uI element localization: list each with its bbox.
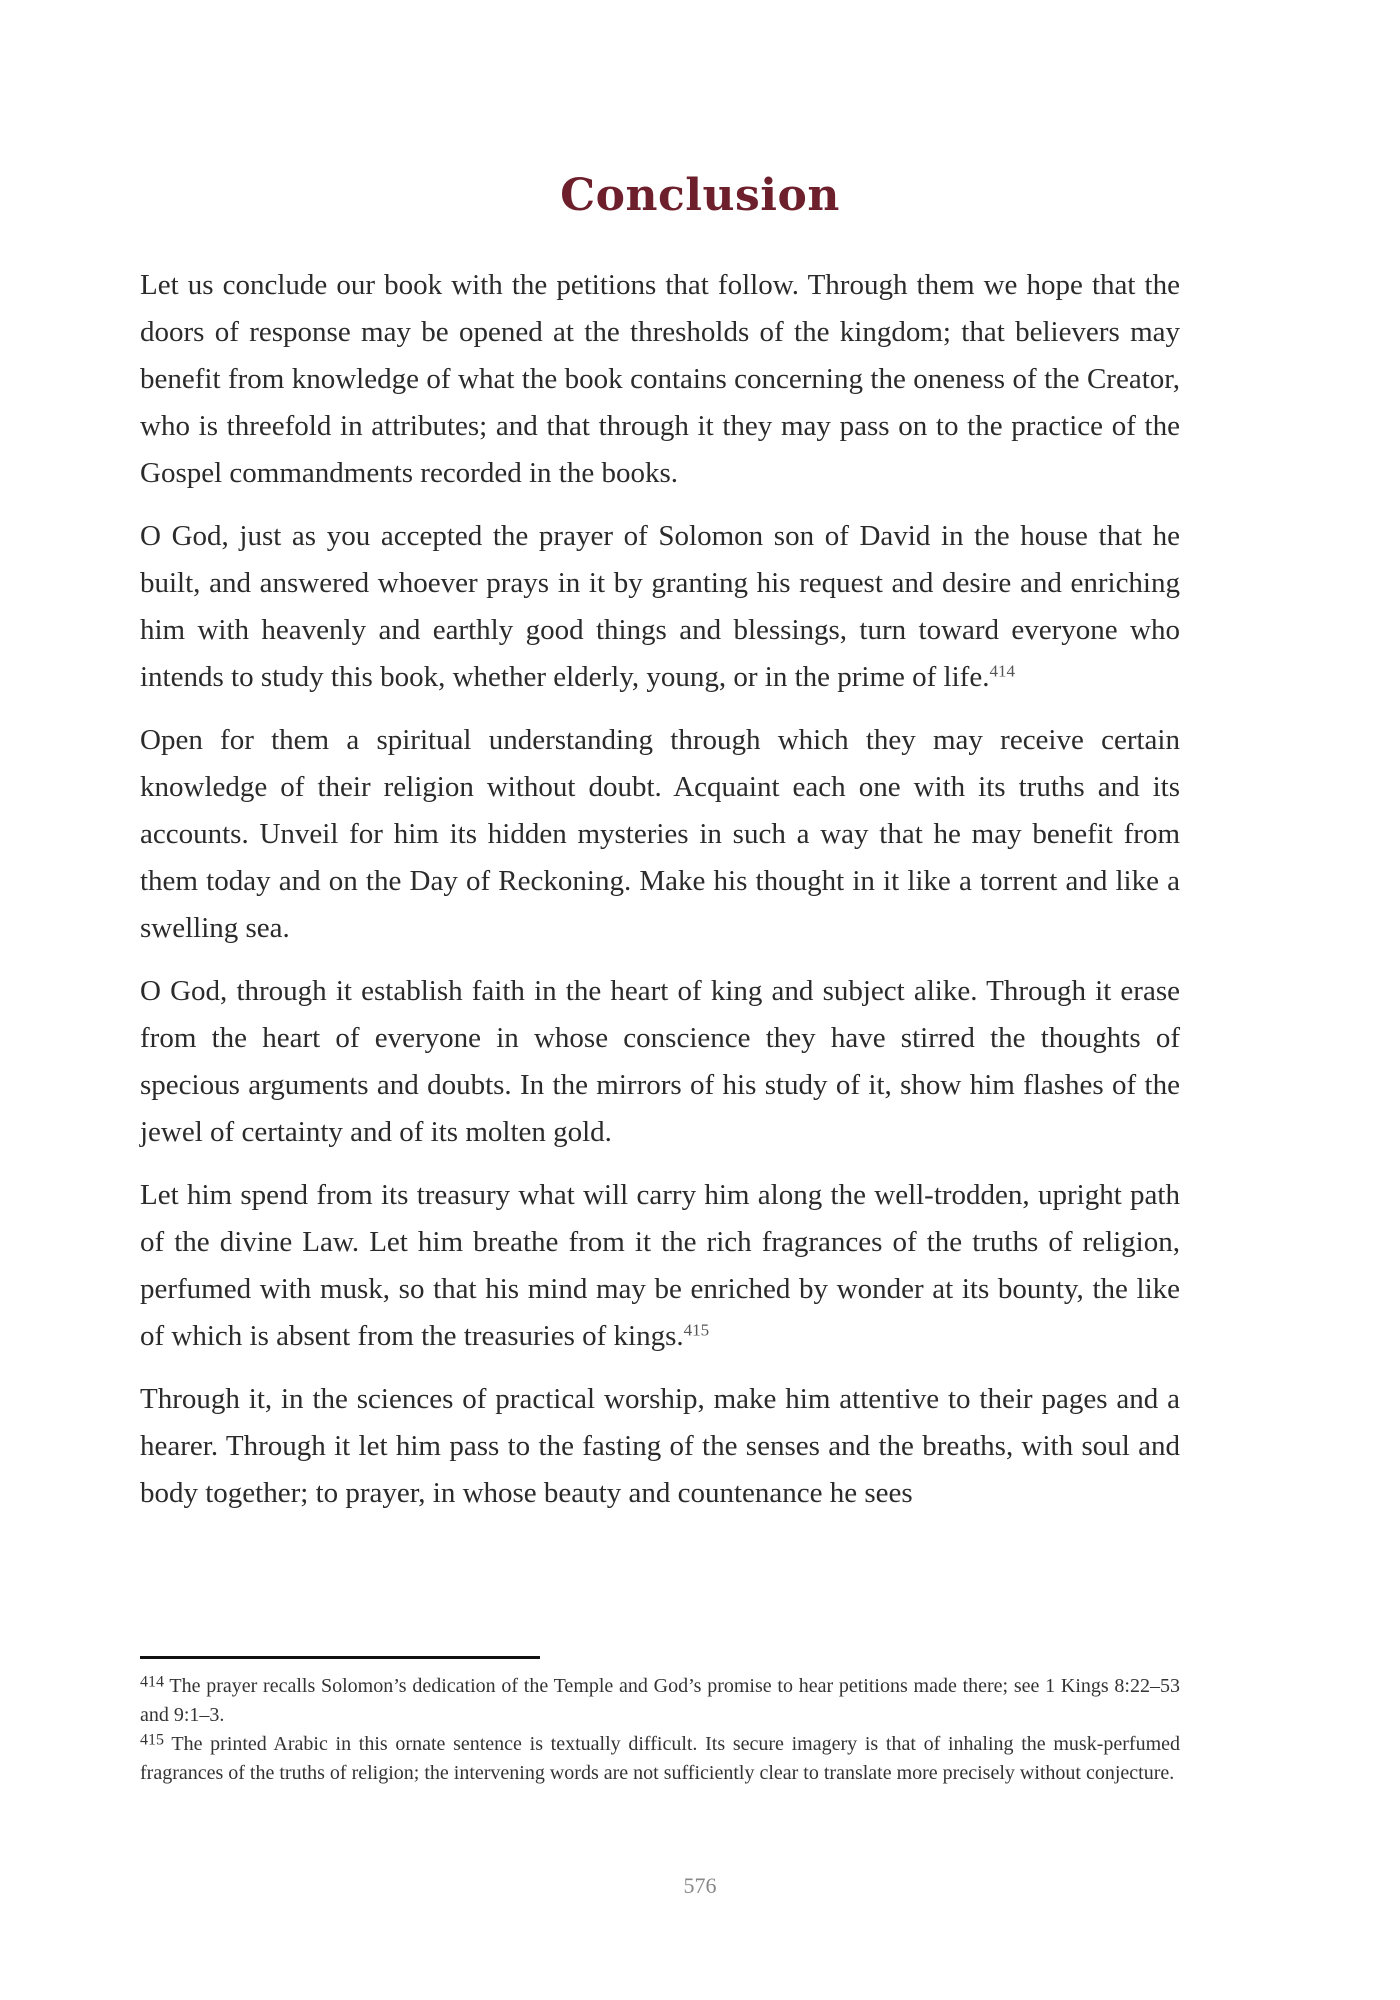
paragraph-text: Let him spend from its treasury what will carry him along the well-trodden, upright path of the divine Law. Let him breathe from it the rich fragrances of the truths of religion, perfumed with musk, so that his mind may be enriched by wonder at its bounty, the like of which is absent from the treasuries of kings. [140, 1179, 1180, 1352]
paragraph [140, 1376, 1180, 1517]
paragraph [140, 1172, 1180, 1360]
paragraph [140, 262, 1180, 497]
footnote-reference[interactable]: 415 [683, 1320, 710, 1340]
page-number: 576 [683, 1873, 717, 1898]
footnote-reference[interactable]: 414 [989, 661, 1015, 681]
paragraph-text: Through it, in the sciences of practical worship, make him attentive to their pages and a hearer. Through it let him pass to the fasting of the senses and the breaths, with soul and body together; to prayer, in whose beauty and countenance he sees [140, 1383, 1180, 1509]
paragraph [140, 717, 1180, 952]
footnote [140, 1672, 1180, 1730]
footnote-text: The prayer recalls Solomon’s dedication of the Temple and God’s promise to hear petitions made there; see 1 Kings 8:22–53 and 9:1–3. [140, 1675, 1180, 1726]
footnote [140, 1730, 1180, 1788]
paragraph [140, 513, 1180, 701]
paragraph [140, 968, 1180, 1156]
paragraph-text: Open for them a spiritual understanding through which they may receive certain knowledge of their religion without doubt. Acquaint each one with its truths and its accounts. Unveil for him its hidden mysteries in such a way that he may benefit from them today and on the Day of Reckoning. Make his thought in it like a torrent and like a swelling sea. [140, 724, 1180, 944]
footnote-number: 414 [140, 1673, 164, 1691]
body-text [140, 262, 1180, 1533]
paragraph-text: O God, just as you accepted the prayer of Solomon son of David in the house that he built, and answered whoever prays in it by granting his request and desire and enriching him with heavenly and earthly good things and blessings, turn toward everyone who intends to study this book, whether elderly, young, or in the prime of life. [140, 520, 1180, 693]
footnote-text: The printed Arabic in this ornate sentence is textually difficult. Its secure imagery is that of inhaling the musk-perfumed fragrances of the truths of religion; the intervening words are not sufficiently clear to translate more precisely without conjecture. [140, 1733, 1181, 1784]
footnotes [140, 1672, 1180, 1788]
chapter-title: Conclusion [560, 170, 840, 221]
paragraph-text: Let us conclude our book with the petitions that follow. Through them we hope that the doors of response may be opened at the thresholds of the kingdom; that believers may benefit from knowledge of what the book contains concerning the oneness of the Creator, who is threefold in attributes; and that through it they may pass on to the practice of the Gospel commandments recorded in the books. [140, 269, 1180, 489]
footnote-separator [140, 1656, 540, 1659]
paragraph-text: O God, through it establish faith in the heart of king and subject alike. Through it erase from the heart of everyone in whose conscience they have stirred the thoughts of specious arguments and doubts. In the mirrors of his study of it, show him flashes of the jewel of certainty and of its molten gold. [140, 975, 1180, 1148]
footnote-number: 415 [140, 1731, 164, 1749]
